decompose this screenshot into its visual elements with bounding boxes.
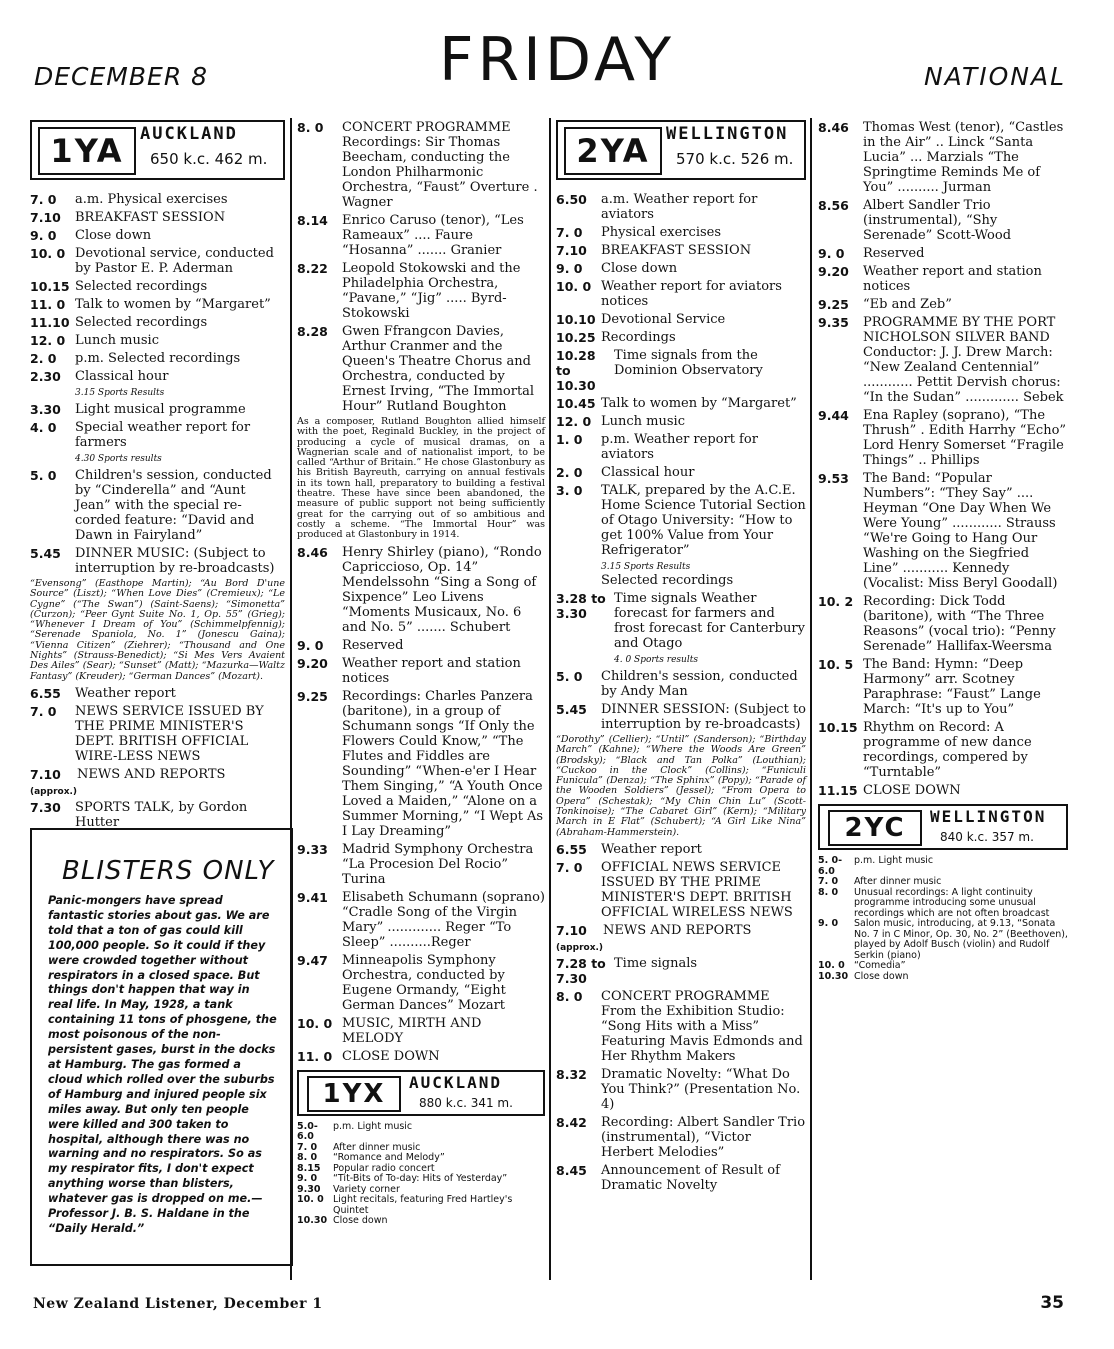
publication-footer: New Zealand Listener, December 1 [33,1296,323,1312]
list-item: 8.46 Henry Shirley (piano), “Rondo Capriccioso, Op. 14” Mendelssohn “Sing a Song of Sixpence” Leo Livens “Moments Musicaux, No. 6 and No. 5” ....... Schubert [297,544,542,635]
list-item: 4. 0 Special weather report for farmers 4.30 Sports results [30,420,251,464]
list-item: 5. 0-6.0 p.m. Light music [818,855,934,877]
list-item: 7. 0 OFFICIAL NEWS SERVICE ISSUED BY THE PRIME MINISTER'S DEPT. BRITISH OFFICIAL WIRELESS NEWS [556,859,793,920]
list-item: 2. 0 Classical hour [556,465,695,480]
station-2ya [556,120,806,180]
list-item: 7.30 SPORTS TALK, by Gordon Hutter [30,799,248,830]
page-date: DECEMBER 8 [34,62,209,91]
list-item: 11.10 Selected recordings [30,315,208,330]
list-item: 8. 0 Unusual recordings: A light continuity programme introducing some unusual recordings which are not often broadcast [818,886,1050,919]
station-logo: 2YA [564,127,662,175]
station-city: AUCKLAND [409,1072,503,1092]
blisters-article [30,828,293,1266]
list-item: 9.20 Weather report and station notices [297,655,521,686]
station-logo: 2YC [828,810,922,846]
list-item: 8.32 Dramatic Novelty: “What Do You Think?” (Presentation No. 4) [556,1066,801,1112]
list-item: 8.56 Albert Sandler Trio (instrumental), “Shy Serenade” Scott-Wood [818,198,1012,243]
list-item: 11. 0 CLOSE DOWN [297,1048,440,1064]
list-item: 8.42 Recording: Albert Sandler Trio (instrumental), “Victor Herbert Melodies” [556,1114,806,1160]
list-item: 6.50 a.m. Weather report for aviators [556,192,758,222]
list-item: 10.45 Talk to women by “Margaret” [556,396,797,411]
list-item: 2.30 Classical hour 3.15 Sports Results [30,369,169,398]
list-item: 2. 0 p.m. Selected recordings [30,351,241,366]
list-item: 10. 0 Light recitals, featuring Fred Hartley's Quintet [297,1194,513,1216]
list-item: 7. 0 After dinner music [297,1141,421,1153]
list-item: 7.10 (approx.) NEWS AND REPORTS [30,766,226,797]
column-rule [549,118,551,1280]
dinner-music-list: “Evensong” (Easthope Martin); “Au Bord D'une Source” (Liszt); “When Love Dies” (Cremieux); “Le Cygne” (“The Swan”) (Saint-Saens); “Simonetta” (Curzon); “Peer Gynt Suite No. 1, Op. 55” (Grieg); “Whenever I Dream of You” (Schimmelpfennig); “Serenade Spaniola, No. 1” (Jonescu Gaina); “Vienna Citizen” (Ziehrer); “Thousand and One Nights” (Strauss-Benedict); “Si Mes Vers Avaient Des Ailes” (Sear); “Sunset” (Matt); “Mazurka—Waltz Fantasy” (Kreuder); “German Dances” (Mozart). [30,578,285,682]
list-item: 11. 0 Talk to women by “Margaret” [30,297,271,312]
list-item: 7.10 (approx.) NEWS AND REPORTS [556,922,752,953]
station-frequency: 650 k.c. 462 m. [150,150,268,168]
list-item: 9.33 Madrid Symphony Orchestra “La Procesion Del Rocio” Turina [297,841,534,887]
list-item: 10.25 Recordings [556,330,676,345]
station-logo: 1YX [307,1076,401,1112]
station-2yc [818,804,1068,850]
list-item: 10. 0 Devotional service, conducted by Pastor E. P. Aderman [30,246,274,276]
page-number: 35 [1040,1293,1064,1313]
list-item: 7.28 to 7.30 Time signals [556,955,698,986]
list-item: 10.10 Devotional Service [556,312,726,327]
list-item: 7. 0 Physical exercises [556,225,722,240]
page-day: FRIDAY [438,25,676,95]
list-item: 5.45 DINNER SESSION: (Subject to interruption by re-broadcasts) [556,702,806,732]
article-title: BLISTERS ONLY [62,856,275,886]
dinner-session-list: “Dorothy” (Cellier); “Until” (Sanderson); “Birthday March” (Kahne); “Where the Woods Are Green” (Brodsky); “Black and Tan Polka” (Louthian); “Cuckoo in the Clock” (Collins); “Funiculi Funicula” (Denza); “The Sphinx” (Popy); “Parade of the Wooden Soldiers” (Jessel); “From Opera to Opera” (Schestak); “My Chin Chin Lu” (Scott-Tonkinoise); “The Cabaret Girl” (Kern); “Military March in E Flat” (Schubert); “A Girl Like Nina” (Abraham-Hammerstein). [556,734,806,838]
list-item: 5. 0 Children's session, conducted by “Cinderella” and “Aunt Jean” with the special re-corded feature: “David and Dawn in Fairyland” [30,468,272,543]
list-item: 10. 5 The Band: Hymn: “Deep Harmony” arr. Scotney Paraphrase: “Faust” Lange March: “It's up to You” [818,657,1041,717]
list-item: 9.44 Ena Rapley (soprano), “The Thrush” . Edith Harrhy “Echo” Lord Henry Somerset “Fragile Things” .. Phillips [818,408,1067,468]
station-1ya [30,120,285,180]
column-2ya-evening [818,120,1068,982]
list-item: 8. 0 “Romance and Melody” [297,1152,445,1164]
station-frequency: 880 k.c. 341 m. [419,1095,513,1110]
list-item: 10.28 to 10.30 Time signals from the Dominion Observatory [556,348,763,393]
schedule-list [30,192,285,576]
list-item: 3. 0 TALK, prepared by the A.C.E. Home Science Tutorial Section of Otago University: “How to get 100% Value from Your Refrigerator” 3.15 Sports Results Selected recordings [556,483,806,588]
list-item: 7.10 BREAKFAST SESSION [30,210,226,225]
column-1ya-evening [297,120,545,1227]
station-frequency: 840 k.c. 357 m. [940,830,1034,844]
list-item: 9. 0 Close down [556,261,678,276]
list-item: 11.15 CLOSE DOWN [818,783,961,798]
list-item: 8.46 Thomas West (tenor), “Castles in the Air” .. Linck “Santa Lucia” ... Marzials “The Springtime Reminds Me of You” .......... Jurman [818,120,1064,195]
list-item: 10.15 Selected recordings [30,279,208,294]
list-item: 8.15 Popular radio concert [297,1162,435,1174]
list-item: 7. 0 After dinner music [818,876,942,887]
station-city: WELLINGTON [930,807,1047,826]
list-item: 10. 0 Weather report for aviators notices [556,279,782,309]
station-frequency: 570 k.c. 526 m. [676,150,794,168]
list-item: 7. 0 NEWS SERVICE ISSUED BY THE PRIME MINISTER'S DEPT. BRITISH OFFICIAL WIRE-LESS NEWS [30,703,264,764]
list-item: 9. 0 Reserved [818,246,925,261]
list-item: 9. 0 “Tit-Bits of To-day: Hits of Yesterday” [297,1173,508,1185]
list-item: 12. 0 Lunch music [556,414,685,429]
list-item: 9.41 Elisabeth Schumann (soprano) “Cradle Song of the Virgin Mary” ............. Reger “To Sleep” ..........Reger [297,889,545,950]
list-item: 9.20 Weather report and station notices [818,264,1042,294]
list-item: 3.28 to 3.30 Time signals Weather forecast for farmers and frost forecast for Canterbury and Otago 4. 0 Sports results [556,591,805,665]
list-item: 10.15 Rhythm on Record: A programme of new dance recordings, compered by “Turntable” [818,720,1032,780]
list-item: 9.35 PROGRAMME BY THE PORT NICHOLSON SILVER BAND Conductor: J. J. Drew March: “New Zealand Centennial” ............ Pettit Dervish chorus: “In the Sudan” ............. Sebek [818,315,1064,405]
list-item: 8.28 Gwen Ffrangcon Davies, Arthur Cranmer and the Queen's Theatre Chorus and Orchestra, conducted by Ernest Irving, “The Immortal Hour” Rutland Boughton [297,324,535,414]
station-city: AUCKLAND [140,124,238,144]
list-item: 9. 0 Close down [30,228,152,243]
list-item: 10. 0 “Comedia” [818,960,906,971]
column-rule [810,118,812,1280]
list-item: 12. 0 Lunch music [30,333,159,348]
page-network: NATIONAL [923,62,1066,91]
list-item: 9.30 Variety corner [297,1183,400,1195]
article-body: Panic-mongers have spread fantastic stories about gas. We are told that a ton of gas could kill 100,000 people. So it could if they were crowded together without respirators in a closed space. But things don't happen that way in real life. In May, 1928, a tank containing 11 tons of phosgene, the most poisonous of the non-persistent gases, burst in the docks at Hamburg. The gas formed a cloud which rolled over the suburbs of Hamburg and injured people six miles away. But only ten people were killed and 300 taken to hospital, although there was no warning and no respirators. So as my respirator fits, I don't expect anything worse than blisters, whatever gas is dropped on me.—Professor J. B. S. Haldane in the “Daily Herald.” [48,894,277,1235]
station-1yx [297,1070,545,1116]
list-item: 9.25 “Eb and Zeb” [818,297,952,312]
list-item: 10.30 Close down [297,1215,388,1227]
list-item: 5.45 DINNER MUSIC: (Subject to interruption by re-broadcasts) [30,546,275,576]
list-item: 6.55 Weather report [30,685,176,701]
list-item: 7. 0 a.m. Physical exercises [30,192,228,207]
boughton-note: As a composer, Rutland Boughton allied himself with the poet, Reginald Buckley, in the project of producing a cycle of musical dramas, on a Wagnerian scale and of nationalist import, to be called “Arthur of Britain.” He chose Glastonbury as his British Bayreuth, carrying on annual festivals in its town hall, preparatory to building a festival theatre. These have since been abandoned, the measure of public support not being sufficiently great for the carrying out of so ambitious and costly a scheme. “The Immortal Hour” was produced at Glastonbury in 1914. [297,416,545,541]
list-item: 5.0-6.0 p.m. Light music [297,1120,413,1143]
list-item: 9.47 Minneapolis Symphony Orchestra, conducted by Eugene Ormandy, “Eight German Dances” Mozart [297,952,506,1013]
column-2ya [556,120,806,1196]
list-item: 1. 0 p.m. Weather report for aviators [556,432,758,462]
list-item: 8.14 Enrico Caruso (tenor), “Les Rameaux” .... Faure “Hosanna” ....... Granier [297,213,524,258]
list-item: 3.30 Light musical programme [30,402,246,417]
list-item: 8. 0 CONCERT PROGRAMME From the Exhibition Studio: “Song Hits with a Miss” Featuring Mavis Edmonds and Her Rhythm Makers [556,988,803,1064]
list-item: 10. 2 Recording: Dick Todd (baritone), with “The Three Reasons” (vocal trio): “Penny Serenade” Hallifax-Weersma [818,594,1056,654]
station-logo: 1YA [38,127,136,175]
list-item: 9. 0 Reserved [297,637,404,653]
list-item: 8.22 Leopold Stokowski and the Philadelphia Orchestra, “Pavane,” “Jig” ..... Byrd-Stokowski [297,261,521,321]
list-item: 8. 0 CONCERT PROGRAMME Recordings: Sir Thomas Beecham, conducting the London Philharmonic Orchestra, “Faust” Overture . Wagner [297,120,538,210]
station-city: WELLINGTON [666,124,789,144]
list-item: 10.30 Close down [818,970,909,982]
list-item: 6.55 Weather report [556,841,702,857]
list-item: 5. 0 Children's session, conducted by Andy Man [556,669,798,699]
list-item: 9.25 Recordings: Charles Panzera (baritone), in a group of Schumann songs “If Only the Flowers Could Know,” “The Flutes and Fiddles are Sounding” “When-e'er I Hear Them Singing,” “A Youth Once Loved a Maiden,” “Alone on a Summer Morning,” “I Wept As I Lay Dreaming” [297,688,544,839]
list-item: 10. 0 MUSIC, MIRTH AND MELODY [297,1015,482,1046]
list-item: 9. 0 Salon music, introducing, at 9.13, “Sonata No. 7 in C Minor, Op. 30, No. 2” (Beethoven), played by Adolf Busch (violin) and Rudolf Serkin (piano) [818,918,1068,961]
list-item: 8.45 Announcement of Result of Dramatic Novelty [556,1162,780,1193]
list-item: 7.10 BREAKFAST SESSION [556,243,752,258]
column-1ya [30,120,285,833]
list-item: 9.53 The Band: “Popular Numbers”: “They Say” .... Heyman “One Day When We Were Young” ............ Strauss “We're Going to Hang Our Washing on the Siegfried Line” ........... Kennedy (Vocalist: Miss Beryl Goodall) [818,471,1058,591]
